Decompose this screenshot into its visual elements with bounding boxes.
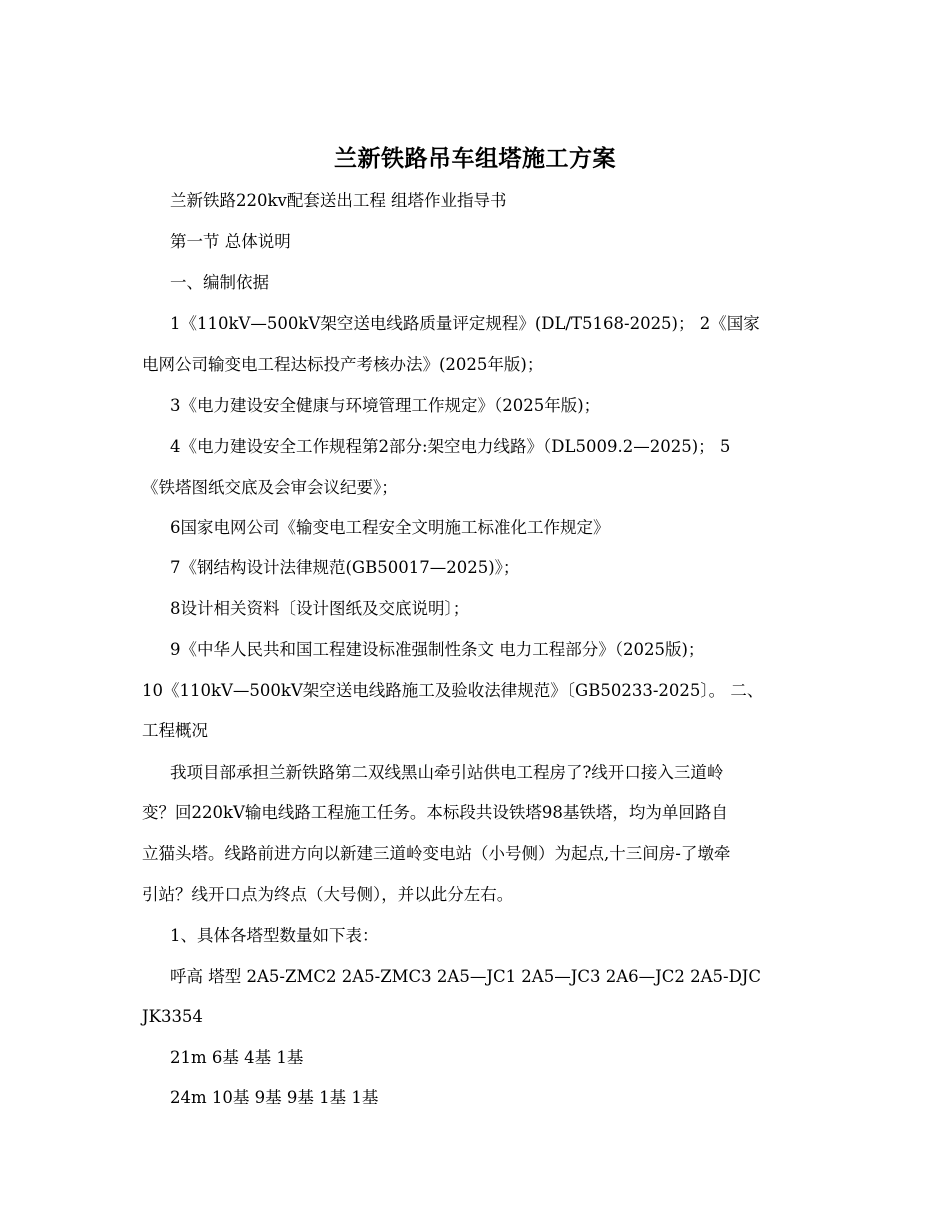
basis-item-line: 3《电力建设安全健康与环境管理工作规定》（2025年版)； — [170, 396, 601, 415]
paragraph-line: 1、具体各塔型数量如下表： — [170, 926, 379, 945]
document-title: 兰新铁路吊车组塔施工方案 — [334, 145, 616, 172]
table-header-line: JK3354 — [142, 1007, 203, 1026]
paragraph-line: 变？回220kV输电线路工程施工任务。本标段共设铁塔98基铁塔，均为单回路自 — [142, 803, 728, 822]
paragraph-line: 引站？线开口点为终点（大号侧），并以此分左右。 — [142, 885, 514, 904]
basis-item-line: 4《电力建设安全工作规程第2部分:架空电力线路》（DL5009.2—2025)； 5 — [170, 437, 731, 456]
table-row-line: 24m 10基 9基 9基 1基 1基 — [170, 1088, 379, 1107]
basis-item-line: 8设计相关资料〔设计图纸及交底说明〕； — [170, 599, 470, 618]
subsection-heading: 一、编制依据 — [170, 273, 269, 292]
table-row-line: 21m 6基 4基 1基 — [170, 1048, 304, 1067]
basis-item-line: 《铁塔图纸交底及会审会议纪要》； — [142, 478, 398, 497]
subsection-heading: 工程概况 — [142, 721, 208, 740]
basis-item-line: 1《110kV—500kV架空送电线路质量评定规程》(DL/T5168-2025)； 2《国家 — [170, 314, 760, 333]
section-heading: 第一节 总体说明 — [170, 232, 291, 251]
basis-item-line: 9《中华人民共和国工程建设标准强制性条文 电力工程部分》（2025版)； — [170, 640, 705, 659]
basis-item-line: 6国家电网公司《输变电工程安全文明施工标准化工作规定》 — [170, 518, 610, 537]
paragraph-line: 我项目部承担兰新铁路第二双线黑山牵引站供电工程房了?线开口接入三道岭 — [170, 763, 724, 782]
basis-item-line: 7《钢结构设计法律规范(GB50017—2025)》； — [170, 558, 520, 577]
subtitle-line: 兰新铁路220kv配套送出工程 组塔作业指导书 — [170, 191, 507, 210]
basis-item-line: 电网公司输变电工程达标投产考核办法》(2025年版)； — [142, 355, 544, 374]
paragraph-line: 立猫头塔。线路前进方向以新建三道岭变电站（小号侧）为起点,十三间房-了墩牵 — [142, 844, 731, 863]
table-header-line: 呼高 塔型 2A5-ZMC2 2A5-ZMC3 2A5—JC1 2A5—JC3 2A6—JC2 2A5-DJC — [170, 967, 762, 986]
basis-item-line: 10《110kV—500kV架空送电线路施工及验收法律规范》〔GB50233-2025〕。 二、 — [142, 681, 764, 700]
